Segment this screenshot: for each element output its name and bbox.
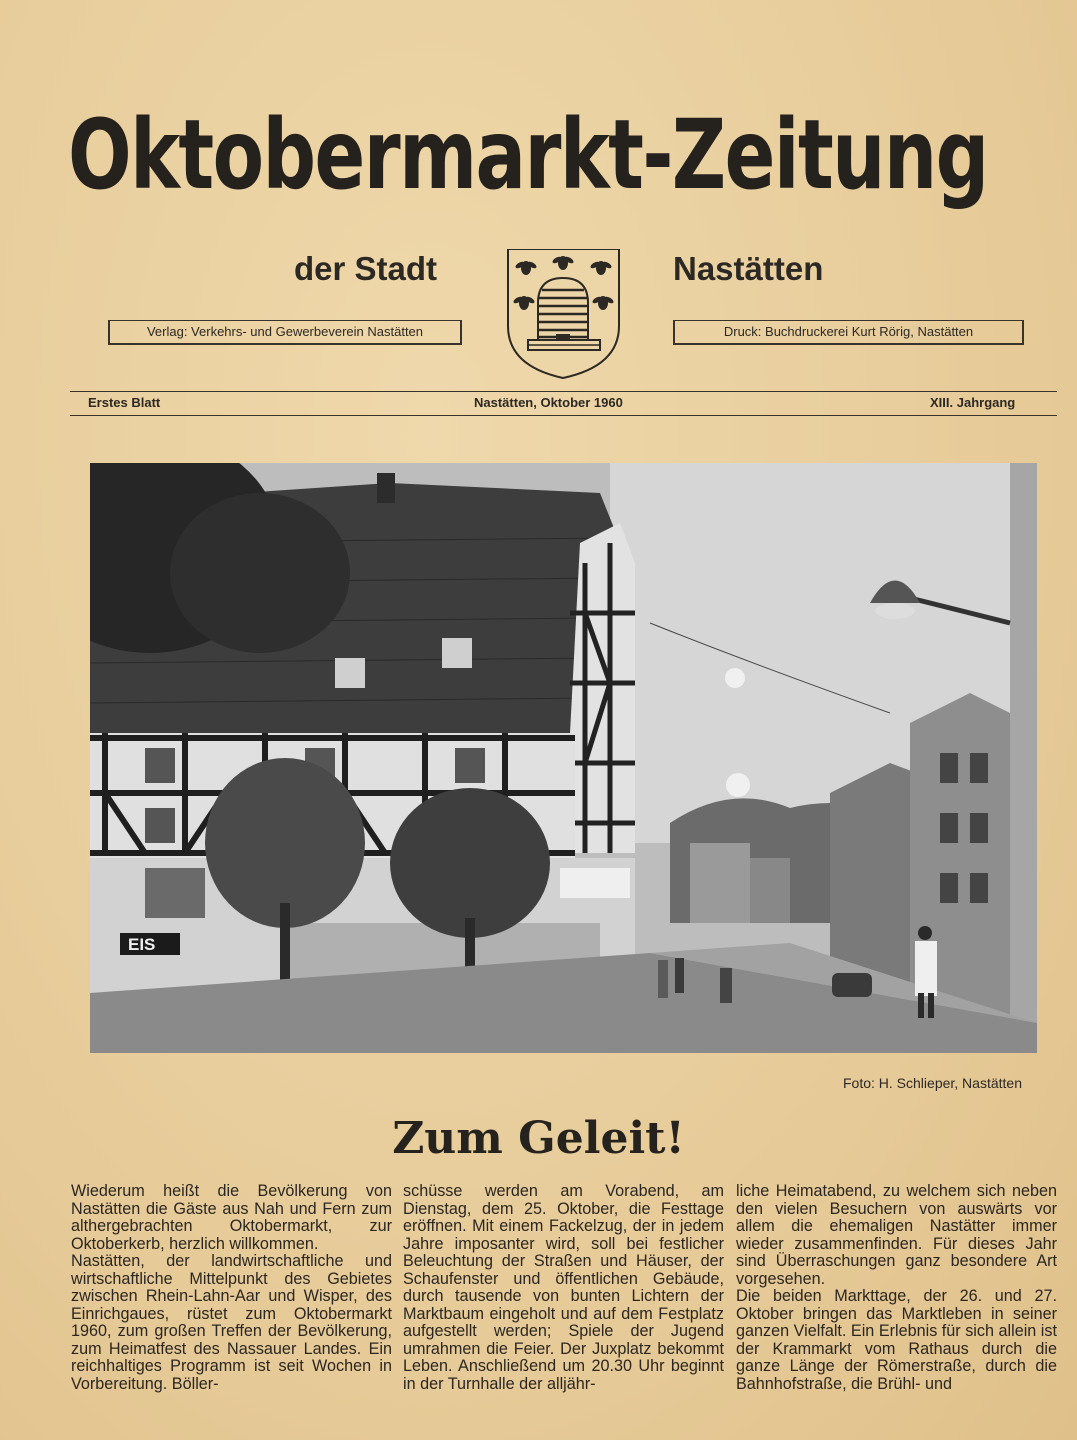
printer-box: Druck: Buchdruckerei Kurt Rörig, Nastätten [673, 320, 1024, 345]
publisher-box: Verlag: Verkehrs- und Gewerbeverein Nastätten [108, 320, 462, 345]
article-headline: Zum Geleit! [392, 1113, 685, 1164]
masthead-subtitle-right: Nastätten [673, 250, 824, 287]
photo-caption: Foto: H. Schlieper, Nastätten [843, 1075, 1022, 1091]
article-paragraph: schüsse werden am Vorabend, am Dienstag, dem 25. Oktober, die Festtage eröffnen. Mit einem Fackelzug, der in jedem Jahre imposanter wird, soll bei festlicher Beleuchtung der Straßen und Häuser, der Schaufenster und öffentlichen Gebäude, durch tausende von bunten Lichtern der Marktbaum eingeholt und auf dem Festplatz aufgestellt werden; Spiele der Jugend umrahmen die Feier. Der Juxplatz bekommt Leben. Anschließend um 20.30 Uhr beginnt in der Turnhalle der alljähr- [403, 1182, 724, 1393]
issue-left: Erstes Blatt [88, 395, 161, 410]
article-paragraph: Nastätten, der landwirtschaftliche und wirtschaftliche Mittelpunkt des Gebietes zwischen Rhein-Lahn-Aar und Wisper, des Einrichgaues, rüstet zum Oktobermarkt 1960, zum großen Treffen der Bevölkerung, zum Heimatfest des Nassauer Landes. Ein reichhaltiges Programm ist seit Wochen in Vorbereitung. Böller- [71, 1252, 392, 1393]
issue-date: Nastätten, Oktober 1960 [474, 395, 623, 410]
street-photo [90, 463, 1037, 1053]
masthead-subtitle-left: der Stadt [294, 250, 438, 287]
bottom-rule [70, 415, 1057, 416]
article-column-2 [403, 1183, 724, 1393]
article-column-3 [736, 1183, 1057, 1393]
article-paragraph: liche Heimatabend, zu welchem sich neben den vielen Besuchern von auswärts vor allem die ehemaligen Nastätter immer wieder zusammenfinden. Für dieses Jahr sind Überraschungen ganz besondere Art vorgesehen. [736, 1182, 1057, 1288]
article-column-1 [71, 1183, 392, 1393]
eis-sign: EIS [128, 935, 156, 954]
top-rule [70, 391, 1057, 392]
article-body [71, 1183, 1057, 1413]
masthead-title: Oktobermarkt-Zeitung [68, 99, 988, 211]
beehive-crest-icon [506, 248, 621, 380]
article-paragraph: Die beiden Markttage, der 26. und 27. Oktober bringen das Marktleben in seiner ganzen Vielfalt. Ein Erlebnis für sich allein ist der Krammarkt vom Rathaus durch die ganze Länge der Römerstraße, durch die Bahnhofstraße, die Brühl- und [736, 1287, 1057, 1393]
article-paragraph: Wiederum heißt die Bevölkerung von Nastätten die Gäste aus Nah und Fern zum althergebrachten Oktobermarkt, zur Oktoberkerb, herzlich willkommen. [71, 1182, 392, 1253]
issue-volume: XIII. Jahrgang [930, 395, 1016, 410]
street-scene-image [90, 463, 1037, 1053]
